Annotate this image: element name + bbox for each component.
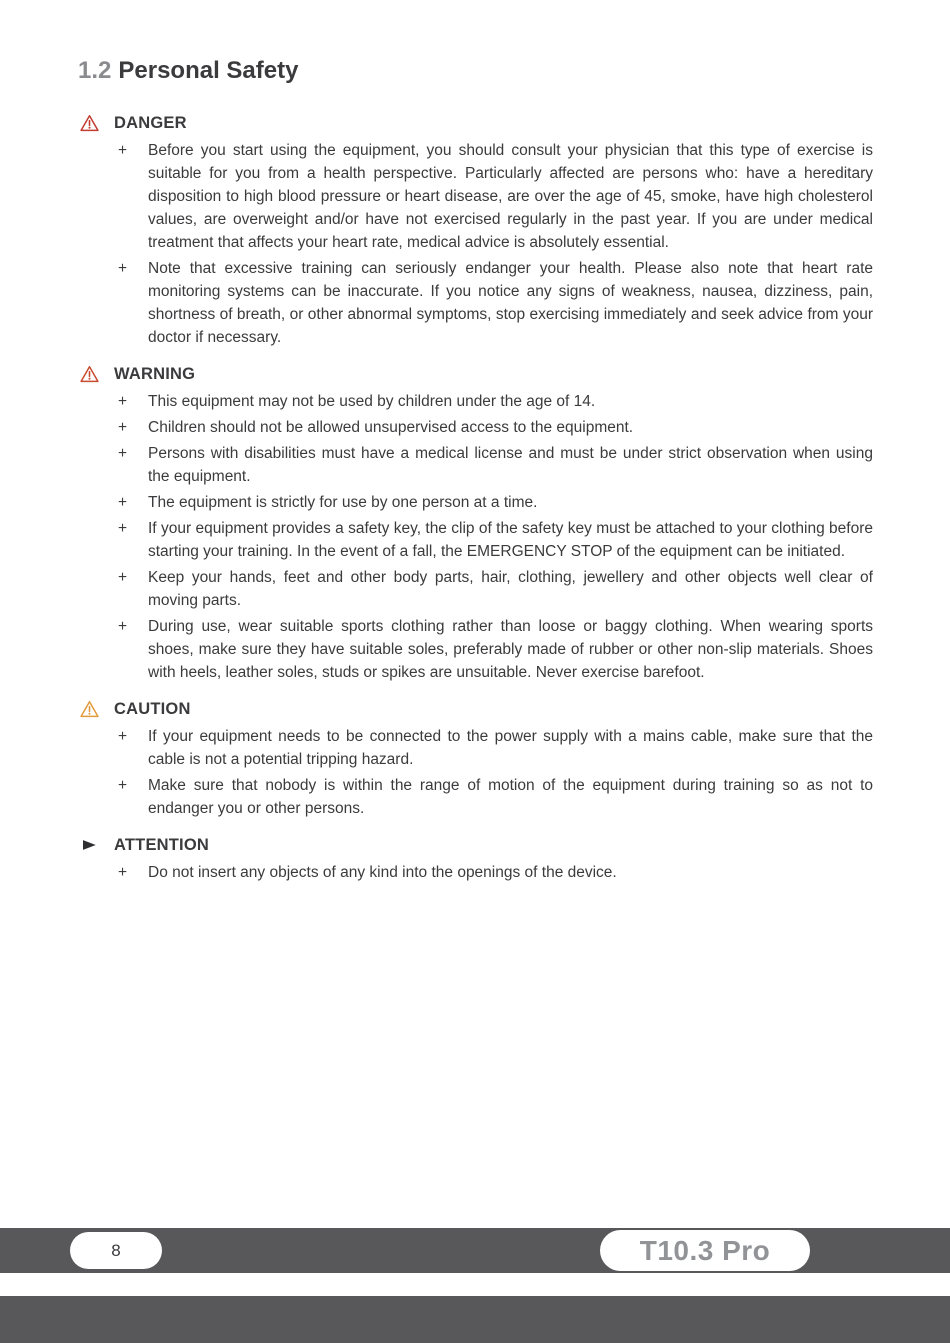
paragraph: Keep your hands, feet and other body parts, hair, clothing, jewellery and other objects well clear of moving parts. [148,569,873,609]
list-item [118,861,873,884]
bullet-marker: + [118,445,128,462]
list-item [118,257,873,349]
paragraph: If your equipment provides a safety key, the clip of the safety key must be attached to your clothing before starting your training. In the event of a fall, the EMERGENCY STOP of the equipment can be initiated. [148,520,873,560]
section-caution [78,698,873,820]
page-title [78,56,873,86]
paragraph: Do not insert any objects of any kind into the openings of the device. [148,864,617,881]
paragraph: Before you start using the equipment, you should consult your physician that this type of exercise is suitable for you from a health perspective. Particularly affected are persons who: have a hereditary disposition to high blood pressure or heart disease, are over the age of 45, smoke, have high cholesterol values, are overweight and/or have not exercised regularly in the past year. If you are under medical treatment that affects your heart rate, medical advice is absolutely essential. [148,142,873,251]
list-item [118,139,873,254]
section-danger [78,112,873,349]
paragraph: This equipment may not be used by children under the age of 14. [148,393,596,410]
section-heading: DANGER [114,114,187,132]
page-number-badge: 8 [70,1232,162,1269]
bullet-marker: + [118,393,128,410]
list-item [118,725,873,771]
paragraph: Persons with disabilities must have a medical license and must be under strict observation when using the equipment. [148,445,873,485]
bullet-marker: + [118,520,128,537]
bullet-marker: + [118,419,128,436]
bullet-marker: + [118,142,128,159]
paragraph: Note that excessive training can seriously endanger your health. Please also note that heart rate monitoring systems can be inaccurate. If you notice any signs of weakness, nausea, dizziness, pain, shortness of breath, or other abnormal symptoms, stop exercising immediately and seek advice from your doctor if necessary. [148,260,873,346]
paragraph: The equipment is strictly for use by one person at a time. [148,494,538,511]
section-heading: WARNING [114,365,196,383]
paragraph: If your equipment needs to be connected to the power supply with a mains cable, make sure that the cable is not a potential tripping hazard. [148,728,873,768]
bullet-marker: + [118,260,128,277]
list-item [118,491,873,514]
section-attention [78,834,873,884]
list-item [118,390,873,413]
warning-triangle-icon [78,698,100,720]
footer-bar [0,1228,950,1273]
list-item [118,615,873,684]
bullet-marker: + [118,569,128,586]
paragraph: During use, wear suitable sports clothing rather than loose or baggy clothing. When wearing sports shoes, make sure they have suitable soles, preferably made of rubber or other non-slip materials. Shoes with heels, leather soles, studs or spikes are unsuitable. Never exercise barefoot. [148,618,873,681]
bullet-marker: + [118,618,128,635]
warning-triangle-icon [78,363,100,385]
bullet-marker: + [118,494,128,511]
bottom-bar [0,1296,950,1343]
list-item [118,566,873,612]
paragraph: Children should not be allowed unsupervised access to the equipment. [148,419,634,436]
bullet-marker: + [118,728,128,745]
list-item [118,517,873,563]
paragraph: Make sure that nobody is within the range of motion of the equipment during training so as not to endanger you or other persons. [148,777,873,817]
section-number: 1.2 [78,57,112,84]
section-title: Personal Safety [118,57,299,84]
attention-arrow-icon [78,834,100,856]
list-item [118,416,873,439]
list-item [118,774,873,820]
model-badge: T10.3 Pro [600,1230,810,1271]
bullet-marker: + [118,864,128,881]
bullet-marker: + [118,777,128,794]
section-heading: CAUTION [114,700,191,718]
warning-triangle-icon [78,112,100,134]
section-heading: ATTENTION [114,836,209,854]
section-warning [78,363,873,684]
list-item [118,442,873,488]
